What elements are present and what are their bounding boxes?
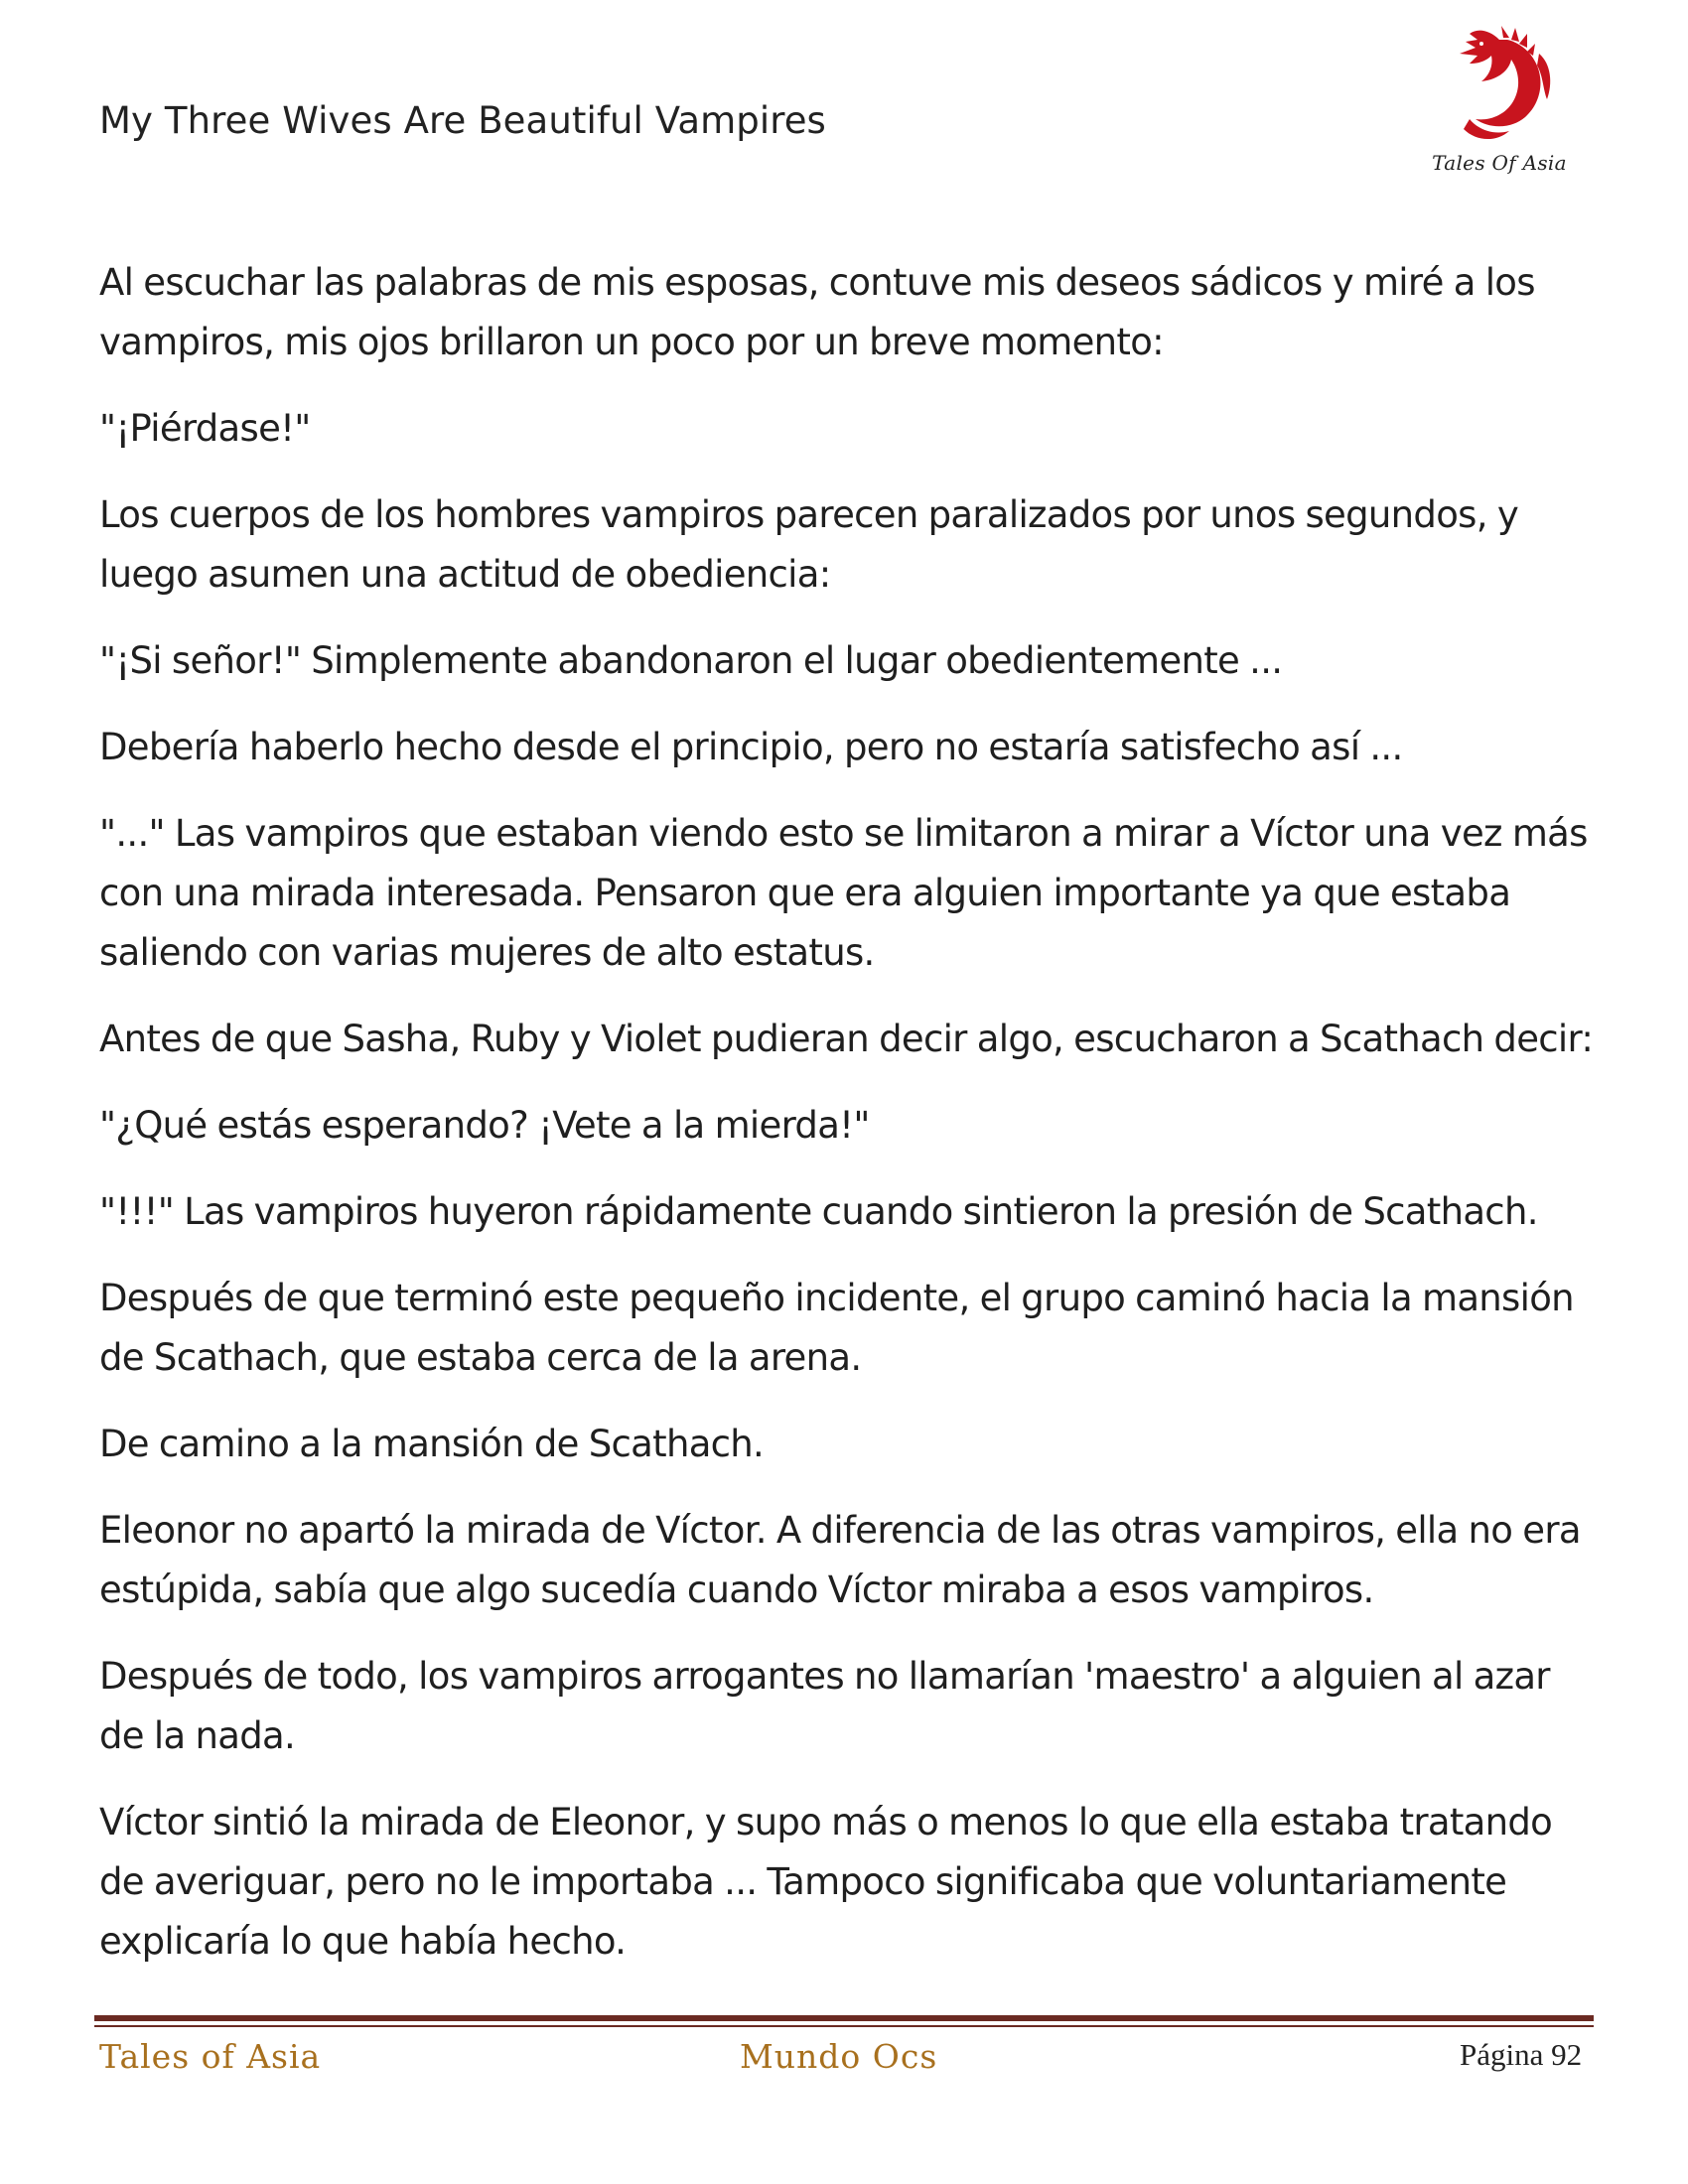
logo-text: Tales Of Asia xyxy=(1432,151,1567,175)
paragraph: Eleonor no apartó la mirada de Víctor. A diferencia de las otras vampiros, ella no era estúpida, sabía que algo sucedía cuando Víctor miraba a esos vampiros. xyxy=(99,1509,1581,1611)
publisher-logo xyxy=(1430,20,1569,184)
paragraph: "..." Las vampiros que estaban viendo esto se limitaron a mirar a Víctor una vez más con una mirada interesada. Pensaron que era alguien importante ya que estaba saliendo con varias mujeres de alto estatus. xyxy=(99,812,1588,974)
book-title: My Three Wives Are Beautiful Vampires xyxy=(99,99,826,142)
footer-translator: Mundo Ocs xyxy=(740,2037,938,2076)
paragraph: Los cuerpos de los hombres vampiros parecen paralizados por unos segundos, y luego asumen una actitud de obediencia: xyxy=(99,493,1519,596)
paragraph: "¿Qué estás esperando? ¡Vete a la mierda!" xyxy=(99,1104,870,1147)
chapter-body xyxy=(99,253,1599,1998)
footer-divider xyxy=(94,2015,1594,2021)
paragraph: "¡Piérdase!" xyxy=(99,407,311,450)
paragraph: Debería haberlo hecho desde el principio, pero no estaría satisfecho así ... xyxy=(99,726,1403,768)
page-number: Página 92 xyxy=(1460,2037,1583,2072)
footer-divider-thin xyxy=(94,2025,1594,2027)
paragraph: "!!!" Las vampiros huyeron rápidamente cuando sintieron la presión de Scathach. xyxy=(99,1190,1538,1233)
paragraph: "¡Si señor!" Simplemente abandonaron el lugar obedientemente ... xyxy=(99,639,1283,682)
paragraph: Al escuchar las palabras de mis esposas, contuve mis deseos sádicos y miré a los vampiros, mis ojos brillaron un poco por un breve momento: xyxy=(99,261,1535,363)
paragraph: De camino a la mansión de Scathach. xyxy=(99,1423,765,1465)
paragraph: Antes de que Sasha, Ruby y Violet pudieran decir algo, escucharon a Scathach decir: xyxy=(99,1018,1594,1060)
paragraph: Víctor sintió la mirada de Eleonor, y supo más o menos lo que ella estaba tratando de averiguar, pero no le importaba ... Tampoco significaba que voluntariamente explicaría lo que había hecho. xyxy=(99,1801,1553,1963)
paragraph: Después de todo, los vampiros arrogantes no llamarían 'maestro' a alguien al azar de la nada. xyxy=(99,1655,1550,1757)
footer-publisher: Tales of Asia xyxy=(99,2037,322,2076)
red-dragon-icon xyxy=(1430,20,1569,154)
paragraph: Después de que terminó este pequeño incidente, el grupo caminó hacia la mansión de Scathach, que estaba cerca de la arena. xyxy=(99,1277,1574,1379)
